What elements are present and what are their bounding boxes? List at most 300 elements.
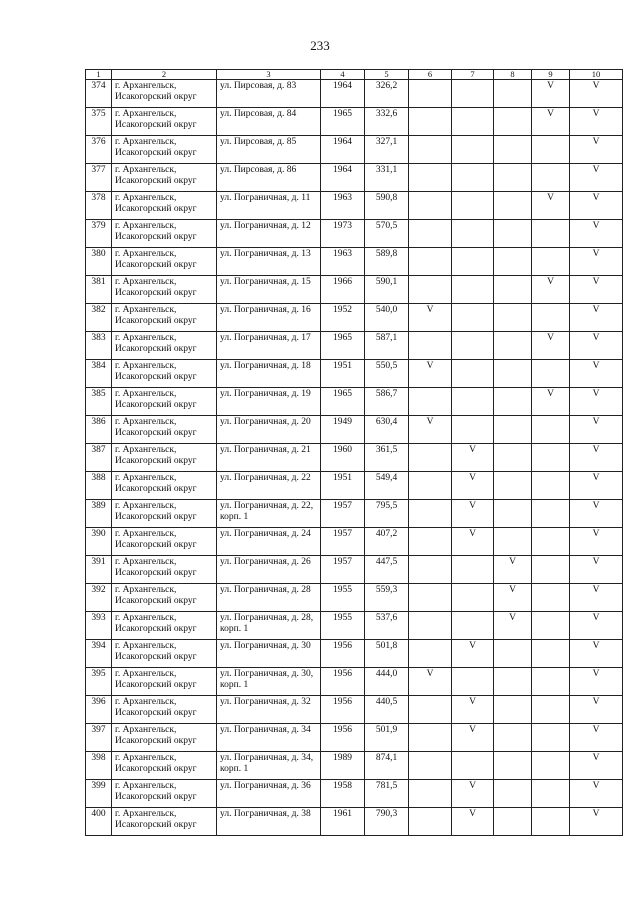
mark-cell-8	[494, 668, 532, 696]
address-cell	[217, 248, 321, 276]
mark-cell-7	[452, 332, 494, 360]
mark-cell-10: V	[570, 388, 623, 416]
address-line: ул. Пограничная, д. 12	[220, 221, 311, 231]
locality-line: г. Архангельск,	[115, 501, 177, 511]
mark-cell-7	[452, 108, 494, 136]
mark-cell-9	[532, 724, 570, 752]
address-line: ул. Пирсовая, д. 84	[220, 109, 297, 119]
address-line: ул. Пирсовая, д. 85	[220, 137, 297, 147]
row-number: 397	[86, 724, 112, 752]
mark-cell-6	[409, 500, 452, 528]
mark-cell-7	[452, 388, 494, 416]
mark-cell-9: V	[532, 108, 570, 136]
mark-cell-7	[452, 192, 494, 220]
table-row	[86, 472, 623, 500]
address-cell	[217, 472, 321, 500]
mark-cell-6	[409, 528, 452, 556]
mark-cell-6	[409, 640, 452, 668]
housing-table	[85, 69, 623, 836]
row-number: 381	[86, 276, 112, 304]
mark-cell-10: V	[570, 276, 623, 304]
address-cell	[217, 80, 321, 108]
locality-line: Исакогорский округ	[115, 372, 197, 382]
mark-cell-8	[494, 472, 532, 500]
locality-line: г. Архангельск,	[115, 473, 177, 483]
locality-line: г. Архангельск,	[115, 333, 177, 343]
mark-cell-8	[494, 136, 532, 164]
locality-cell	[112, 164, 217, 192]
table-row	[86, 696, 623, 724]
row-number: 391	[86, 556, 112, 584]
mark-cell-6	[409, 752, 452, 780]
address-cell	[217, 304, 321, 332]
locality-line: г. Архангельск,	[115, 249, 177, 259]
locality-line: Исакогорский округ	[115, 148, 197, 158]
mark-cell-7: V	[452, 472, 494, 500]
row-number: 377	[86, 164, 112, 192]
address-cell	[217, 416, 321, 444]
mark-cell-8	[494, 248, 532, 276]
mark-cell-7	[452, 248, 494, 276]
mark-cell-9	[532, 668, 570, 696]
row-number: 393	[86, 612, 112, 640]
mark-cell-8	[494, 500, 532, 528]
locality-line: Исакогорский округ	[115, 652, 197, 662]
year-cell: 1952	[321, 304, 365, 332]
mark-cell-10: V	[570, 80, 623, 108]
address-cell	[217, 584, 321, 612]
mark-cell-6	[409, 724, 452, 752]
locality-cell	[112, 332, 217, 360]
locality-cell	[112, 360, 217, 388]
locality-cell	[112, 724, 217, 752]
mark-cell-8: V	[494, 612, 532, 640]
mark-cell-8	[494, 696, 532, 724]
locality-line: Исакогорский округ	[115, 568, 197, 578]
address-cell	[217, 192, 321, 220]
address-line: ул. Пограничная, д. 11	[220, 193, 311, 203]
row-number: 394	[86, 640, 112, 668]
mark-cell-7: V	[452, 500, 494, 528]
locality-line: г. Архангельск,	[115, 221, 177, 231]
area-cell: 630,4	[365, 416, 409, 444]
mark-cell-6	[409, 136, 452, 164]
mark-cell-8	[494, 220, 532, 248]
area-cell: 501,9	[365, 724, 409, 752]
locality-cell	[112, 108, 217, 136]
mark-cell-7	[452, 612, 494, 640]
address-line: корп. 1	[220, 512, 249, 522]
mark-cell-8	[494, 808, 532, 836]
mark-cell-10: V	[570, 696, 623, 724]
mark-cell-8	[494, 388, 532, 416]
locality-line: г. Архангельск,	[115, 641, 177, 651]
mark-cell-10: V	[570, 192, 623, 220]
mark-cell-8	[494, 416, 532, 444]
address-line: ул. Пограничная, д. 22,	[220, 501, 314, 511]
table-row	[86, 192, 623, 220]
table-row	[86, 808, 623, 836]
row-number: 396	[86, 696, 112, 724]
mark-cell-9: V	[532, 388, 570, 416]
locality-line: Исакогорский округ	[115, 736, 197, 746]
mark-cell-10: V	[570, 752, 623, 780]
mark-cell-9	[532, 808, 570, 836]
mark-cell-6	[409, 556, 452, 584]
mark-cell-10: V	[570, 136, 623, 164]
table-row	[86, 108, 623, 136]
table-row	[86, 612, 623, 640]
row-number: 383	[86, 332, 112, 360]
mark-cell-6	[409, 276, 452, 304]
row-number: 389	[86, 500, 112, 528]
address-cell	[217, 556, 321, 584]
year-cell: 1964	[321, 164, 365, 192]
year-cell: 1958	[321, 780, 365, 808]
locality-line: Исакогорский округ	[115, 260, 197, 270]
header-cell: 10	[570, 70, 623, 80]
mark-cell-9	[532, 164, 570, 192]
mark-cell-8	[494, 304, 532, 332]
year-cell: 1989	[321, 752, 365, 780]
table-row	[86, 332, 623, 360]
year-cell: 1963	[321, 248, 365, 276]
table-row	[86, 668, 623, 696]
mark-cell-8: V	[494, 556, 532, 584]
row-number: 376	[86, 136, 112, 164]
mark-cell-9	[532, 472, 570, 500]
address-cell	[217, 164, 321, 192]
locality-line: Исакогорский округ	[115, 456, 197, 466]
mark-cell-9	[532, 360, 570, 388]
address-line: корп. 1	[220, 764, 249, 774]
locality-line: Исакогорский округ	[115, 540, 197, 550]
address-cell	[217, 696, 321, 724]
locality-line: Исакогорский округ	[115, 512, 197, 522]
address-line: корп. 1	[220, 624, 249, 634]
table-row	[86, 528, 623, 556]
mark-cell-6: V	[409, 668, 452, 696]
locality-cell	[112, 668, 217, 696]
mark-cell-9	[532, 584, 570, 612]
locality-line: г. Архангельск,	[115, 809, 177, 819]
address-line: корп. 1	[220, 680, 249, 690]
address-line: ул. Пограничная, д. 20	[220, 417, 311, 427]
area-cell: 586,7	[365, 388, 409, 416]
mark-cell-8	[494, 164, 532, 192]
mark-cell-8	[494, 444, 532, 472]
year-cell: 1964	[321, 80, 365, 108]
area-cell: 331,1	[365, 164, 409, 192]
mark-cell-9	[532, 612, 570, 640]
locality-line: Исакогорский округ	[115, 820, 197, 830]
locality-line: г. Архангельск,	[115, 613, 177, 623]
mark-cell-7	[452, 556, 494, 584]
locality-cell	[112, 220, 217, 248]
year-cell: 1964	[321, 136, 365, 164]
table-row	[86, 556, 623, 584]
address-cell	[217, 724, 321, 752]
area-cell: 781,5	[365, 780, 409, 808]
year-cell: 1956	[321, 724, 365, 752]
address-line: ул. Пограничная, д. 19	[220, 389, 311, 399]
locality-cell	[112, 808, 217, 836]
table-row	[86, 724, 623, 752]
row-number: 387	[86, 444, 112, 472]
locality-line: Исакогорский округ	[115, 344, 197, 354]
mark-cell-9: V	[532, 276, 570, 304]
row-number: 388	[86, 472, 112, 500]
row-number: 386	[86, 416, 112, 444]
locality-cell	[112, 416, 217, 444]
row-number: 400	[86, 808, 112, 836]
mark-cell-9	[532, 556, 570, 584]
mark-cell-6	[409, 108, 452, 136]
row-number: 392	[86, 584, 112, 612]
address-line: ул. Пирсовая, д. 83	[220, 81, 297, 91]
year-cell: 1956	[321, 696, 365, 724]
locality-line: г. Архангельск,	[115, 781, 177, 791]
mark-cell-9: V	[532, 80, 570, 108]
table-row	[86, 304, 623, 332]
table-row	[86, 752, 623, 780]
mark-cell-8	[494, 752, 532, 780]
mark-cell-6	[409, 192, 452, 220]
table-row	[86, 136, 623, 164]
year-cell: 1949	[321, 416, 365, 444]
mark-cell-8	[494, 80, 532, 108]
mark-cell-7	[452, 360, 494, 388]
mark-cell-8	[494, 108, 532, 136]
mark-cell-10: V	[570, 808, 623, 836]
mark-cell-9	[532, 528, 570, 556]
locality-line: г. Архангельск,	[115, 109, 177, 119]
address-cell	[217, 780, 321, 808]
address-line: ул. Пограничная, д. 34	[220, 725, 311, 735]
header-cell: 2	[112, 70, 217, 80]
mark-cell-6: V	[409, 304, 452, 332]
locality-cell	[112, 304, 217, 332]
year-cell: 1957	[321, 528, 365, 556]
mark-cell-6	[409, 332, 452, 360]
locality-line: Исакогорский округ	[115, 708, 197, 718]
locality-cell	[112, 612, 217, 640]
mark-cell-10: V	[570, 220, 623, 248]
mark-cell-10: V	[570, 724, 623, 752]
mark-cell-6	[409, 220, 452, 248]
year-cell: 1951	[321, 360, 365, 388]
locality-line: г. Архангельск,	[115, 193, 177, 203]
area-cell: 559,3	[365, 584, 409, 612]
area-cell: 447,5	[365, 556, 409, 584]
address-cell	[217, 640, 321, 668]
locality-cell	[112, 136, 217, 164]
mark-cell-8	[494, 192, 532, 220]
locality-line: г. Архангельск,	[115, 277, 177, 287]
mark-cell-9	[532, 780, 570, 808]
address-line: ул. Пограничная, д. 32	[220, 697, 311, 707]
year-cell: 1963	[321, 192, 365, 220]
address-cell	[217, 360, 321, 388]
mark-cell-9: V	[532, 332, 570, 360]
locality-line: г. Архангельск,	[115, 669, 177, 679]
row-number: 385	[86, 388, 112, 416]
address-line: ул. Пограничная, д. 22	[220, 473, 311, 483]
address-cell	[217, 108, 321, 136]
mark-cell-10: V	[570, 668, 623, 696]
area-cell: 790,3	[365, 808, 409, 836]
area-cell: 361,5	[365, 444, 409, 472]
mark-cell-9	[532, 444, 570, 472]
table-row	[86, 416, 623, 444]
area-cell: 874,1	[365, 752, 409, 780]
row-number: 382	[86, 304, 112, 332]
locality-line: Исакогорский округ	[115, 764, 197, 774]
locality-line: Исакогорский округ	[115, 176, 197, 186]
address-line: ул. Пограничная, д. 26	[220, 557, 311, 567]
mark-cell-10: V	[570, 332, 623, 360]
mark-cell-7	[452, 220, 494, 248]
mark-cell-10: V	[570, 164, 623, 192]
mark-cell-10: V	[570, 640, 623, 668]
row-number: 380	[86, 248, 112, 276]
area-cell: 327,1	[365, 136, 409, 164]
address-line: ул. Пограничная, д. 30	[220, 641, 311, 651]
mark-cell-6: V	[409, 360, 452, 388]
row-number: 398	[86, 752, 112, 780]
area-cell: 537,6	[365, 612, 409, 640]
mark-cell-9	[532, 640, 570, 668]
mark-cell-6	[409, 808, 452, 836]
address-cell	[217, 528, 321, 556]
table-row	[86, 780, 623, 808]
address-line: ул. Пирсовая, д. 86	[220, 165, 297, 175]
mark-cell-9: V	[532, 192, 570, 220]
mark-cell-7	[452, 416, 494, 444]
mark-cell-10: V	[570, 500, 623, 528]
address-cell	[217, 220, 321, 248]
locality-line: г. Архангельск,	[115, 361, 177, 371]
mark-cell-9	[532, 220, 570, 248]
row-number: 375	[86, 108, 112, 136]
table-row	[86, 164, 623, 192]
mark-cell-7	[452, 752, 494, 780]
header-cell: 1	[86, 70, 112, 80]
address-line: ул. Пограничная, д. 18	[220, 361, 311, 371]
area-cell: 440,5	[365, 696, 409, 724]
mark-cell-6	[409, 612, 452, 640]
mark-cell-6	[409, 472, 452, 500]
locality-cell	[112, 388, 217, 416]
mark-cell-7	[452, 304, 494, 332]
header-cell: 6	[409, 70, 452, 80]
mark-cell-9	[532, 248, 570, 276]
locality-line: г. Архангельск,	[115, 81, 177, 91]
mark-cell-6	[409, 388, 452, 416]
year-cell: 1966	[321, 276, 365, 304]
locality-line: г. Архангельск,	[115, 753, 177, 763]
row-number: 374	[86, 80, 112, 108]
mark-cell-6	[409, 248, 452, 276]
mark-cell-7: V	[452, 724, 494, 752]
mark-cell-10: V	[570, 472, 623, 500]
mark-cell-8: V	[494, 584, 532, 612]
locality-cell	[112, 584, 217, 612]
address-line: ул. Пограничная, д. 24	[220, 529, 311, 539]
year-cell: 1965	[321, 388, 365, 416]
mark-cell-6	[409, 164, 452, 192]
area-cell: 570,5	[365, 220, 409, 248]
locality-line: Исакогорский округ	[115, 288, 197, 298]
locality-cell	[112, 276, 217, 304]
locality-cell	[112, 472, 217, 500]
mark-cell-8	[494, 780, 532, 808]
mark-cell-10: V	[570, 556, 623, 584]
row-number: 395	[86, 668, 112, 696]
locality-line: Исакогорский округ	[115, 680, 197, 690]
row-number: 379	[86, 220, 112, 248]
locality-line: г. Архангельск,	[115, 389, 177, 399]
address-line: ул. Пограничная, д. 30,	[220, 669, 314, 679]
year-cell: 1956	[321, 668, 365, 696]
mark-cell-8	[494, 528, 532, 556]
mark-cell-8	[494, 276, 532, 304]
mark-cell-10: V	[570, 612, 623, 640]
mark-cell-7: V	[452, 808, 494, 836]
header-cell: 9	[532, 70, 570, 80]
header-cell: 5	[365, 70, 409, 80]
mark-cell-9	[532, 304, 570, 332]
locality-line: г. Архангельск,	[115, 585, 177, 595]
header-cell: 4	[321, 70, 365, 80]
column-number-header	[86, 70, 623, 80]
address-line: ул. Пограничная, д. 16	[220, 305, 311, 315]
table-row	[86, 584, 623, 612]
locality-line: Исакогорский округ	[115, 428, 197, 438]
mark-cell-7: V	[452, 528, 494, 556]
mark-cell-8	[494, 360, 532, 388]
locality-line: Исакогорский округ	[115, 624, 197, 634]
locality-cell	[112, 640, 217, 668]
year-cell: 1965	[321, 108, 365, 136]
address-line: ул. Пограничная, д. 15	[220, 277, 311, 287]
address-cell	[217, 612, 321, 640]
mark-cell-9	[532, 416, 570, 444]
mark-cell-9	[532, 752, 570, 780]
locality-line: г. Архангельск,	[115, 417, 177, 427]
year-cell: 1965	[321, 332, 365, 360]
year-cell: 1956	[321, 640, 365, 668]
mark-cell-9	[532, 136, 570, 164]
table-row	[86, 444, 623, 472]
locality-cell	[112, 752, 217, 780]
locality-line: Исакогорский округ	[115, 596, 197, 606]
address-cell	[217, 752, 321, 780]
locality-cell	[112, 444, 217, 472]
mark-cell-6	[409, 696, 452, 724]
locality-cell	[112, 780, 217, 808]
locality-line: Исакогорский округ	[115, 92, 197, 102]
mark-cell-7	[452, 136, 494, 164]
address-cell	[217, 444, 321, 472]
mark-cell-8	[494, 332, 532, 360]
mark-cell-6	[409, 444, 452, 472]
mark-cell-7	[452, 584, 494, 612]
area-cell: 444,0	[365, 668, 409, 696]
locality-line: г. Архангельск,	[115, 725, 177, 735]
table-row	[86, 500, 623, 528]
mark-cell-9	[532, 696, 570, 724]
